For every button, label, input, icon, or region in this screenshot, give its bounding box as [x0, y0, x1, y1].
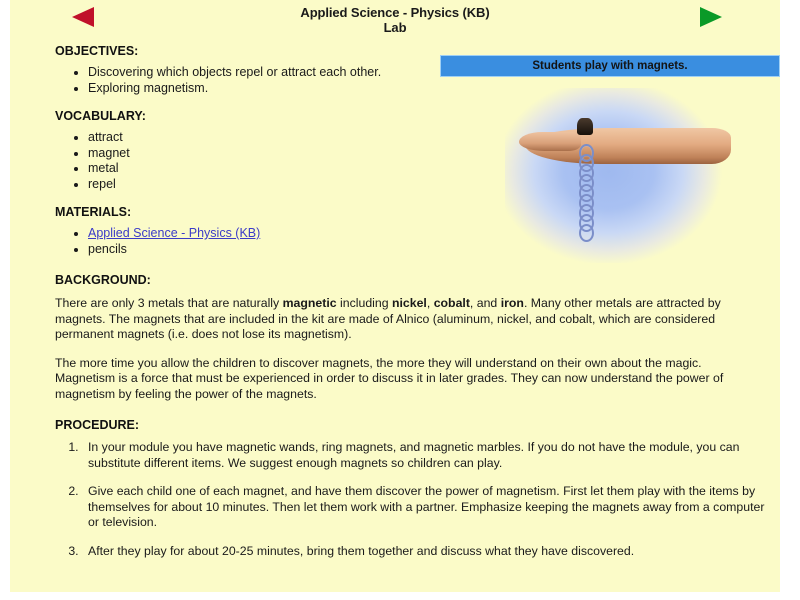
page-title-line2: Lab — [383, 20, 407, 35]
bg-p1-text2: including — [336, 296, 392, 310]
list-item: • attract — [88, 130, 780, 146]
worksheet-content — [10, 44, 780, 559]
next-page-arrow-icon[interactable] — [700, 7, 722, 27]
list-item: • Discovering which objects repel or attract each other. — [88, 65, 780, 81]
bg-p1-bold-iron: iron — [500, 296, 524, 310]
procedure-step: 1. In your module you have magnetic wands, ring magnets, and magnetic marbles. If you do not have the module, you can substitute different items. We suggest enough magnets so children can play. — [82, 440, 778, 471]
bg-p1-bold-nickel: nickel — [391, 296, 427, 310]
page-title — [10, 5, 780, 35]
procedure-heading: PROCEDURE: — [55, 418, 140, 432]
bg-p1-text1: There are only 3 metals that are naturally — [55, 296, 283, 310]
page-header — [10, 0, 780, 44]
photo-caption: Students play with magnets. — [440, 55, 780, 77]
procedure-list — [10, 440, 780, 559]
materials-heading: MATERIALS: — [55, 205, 132, 219]
worksheet-page — [10, 0, 780, 592]
bg-p1-bold-magnetic: magnetic — [282, 296, 337, 310]
procedure-step: 3. After they play for about 20-25 minutes, bring them together and discuss what they have discovered. — [82, 544, 778, 560]
materials-list — [10, 226, 780, 257]
background-paragraph-2: The more time you allow the children to discover magnets, the more they will understand on their own about the magic. Magnetism is a force that must be experienced in order to discuss it in later grades. They can now understand the power of magnetism by feeling the power of the magnets. — [55, 355, 724, 401]
list-item — [88, 226, 780, 242]
materials-kit-link[interactable]: Applied Science - Physics (KB) — [88, 226, 261, 240]
objectives-list — [10, 65, 780, 96]
list-item: • repel — [88, 177, 780, 193]
bg-p1-text4: , and — [469, 296, 501, 310]
vocabulary-heading: VOCABULARY: — [55, 109, 146, 123]
bg-p1-text5: . Many other metals are attracted by magnets. The magnets that are included in the kit are made of Alnico (aluminum, nickel, and cobalt, which are considered permanent magnets (i.e. does not lose its magnetism). — [55, 296, 721, 341]
bg-p1-text3: , — [426, 296, 434, 310]
background-heading: BACKGROUND: — [55, 273, 151, 287]
procedure-step: 2. Give each child one of each magnet, and have them discover the power of magnetism. First let them play with the items by themselves for about 10 minutes. Then let them work with a partner. Emphasize keeping the magnets away from a computer or television. — [82, 484, 778, 531]
page-title-line1: Applied Science - Physics (KB) — [300, 5, 490, 20]
vocabulary-list — [10, 130, 780, 192]
bg-p1-bold-cobalt: cobalt — [433, 296, 470, 310]
list-item: • Exploring magnetism. — [88, 81, 780, 97]
objectives-heading: OBJECTIVES: — [55, 44, 139, 58]
background-paragraph-1 — [55, 296, 755, 343]
list-item: • magnet — [88, 146, 780, 162]
list-item: • pencils — [88, 242, 780, 258]
list-item: • metal — [88, 161, 780, 177]
